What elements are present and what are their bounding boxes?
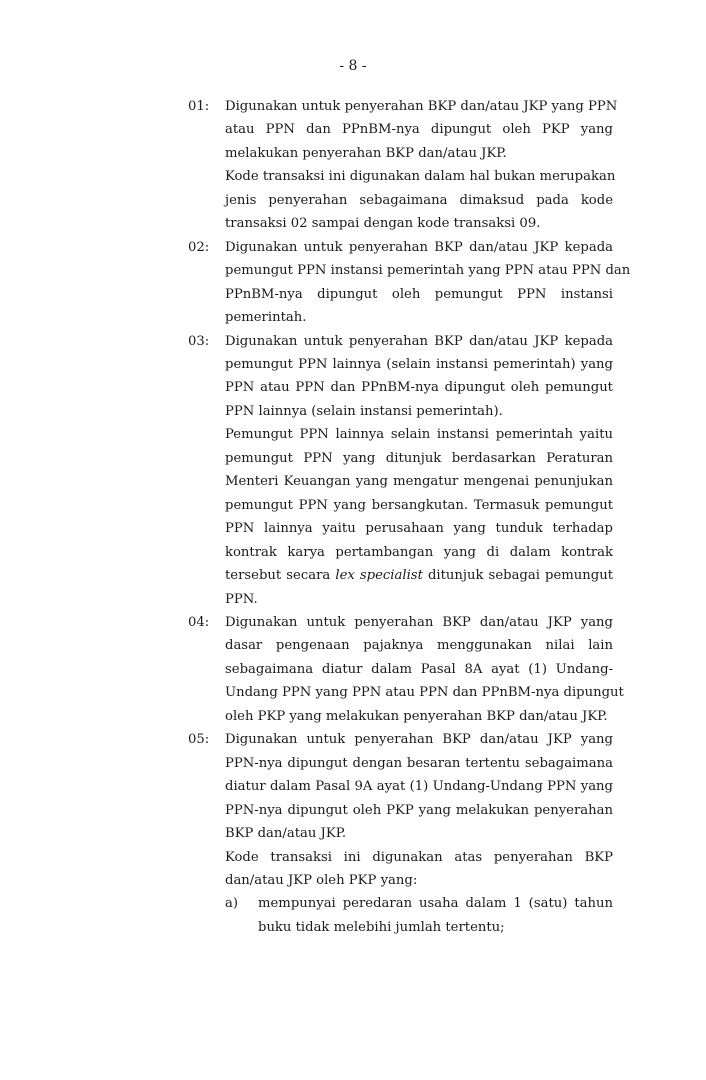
text-line: Kode transaksi ini digunakan dalam hal bukan merupakan <box>225 169 616 185</box>
text-line: pemungut PPN lainnya (selain instansi pemerintah) yang <box>225 356 613 372</box>
text-line: Digunakan untuk penyerahan BKP dan/atau JKP yang <box>225 732 613 748</box>
text-line: pemungut PPN yang bersangkutan. Termasuk pemungut <box>225 497 613 513</box>
text-line: oleh PKP yang melakukan penyerahan BKP dan/atau JKP. <box>225 708 608 724</box>
transaction-code: 02: <box>188 239 210 255</box>
text-line: sebagaimana diatur dalam Pasal 8A ayat (1) Undang- <box>225 661 613 677</box>
text-line: pemerintah. <box>225 310 307 326</box>
text-line: dasar pengenaan pajaknya menggunakan nilai lain <box>225 638 613 654</box>
text-line: Undang PPN yang PPN atau PPN dan PPnBM-nya dipungut <box>225 685 624 701</box>
entry-body <box>225 330 613 611</box>
text-line: buku tidak melebihi jumlah tertentu; <box>258 919 505 935</box>
transaction-code: 05: <box>188 732 210 748</box>
text-line <box>225 564 613 587</box>
text-line: Digunakan untuk penyerahan BKP dan/atau JKP yang PPN <box>225 99 618 114</box>
paragraph <box>225 611 624 728</box>
text-line: pemungut PPN instansi pemerintah yang PPN atau PPN dan <box>225 263 631 279</box>
document-body <box>0 95 706 939</box>
entry-body <box>225 95 618 236</box>
entry-body <box>225 728 613 939</box>
text-line: PPN lainnya (selain instansi pemerintah). <box>225 403 503 419</box>
transaction-code-entry <box>0 330 706 611</box>
text-line: atau PPN dan PPnBM-nya dipungut oleh PKP yang <box>225 122 613 138</box>
text-line: mempunyai peredaran usaha dalam 1 (satu) tahun <box>258 896 613 912</box>
text-line: Digunakan untuk penyerahan BKP dan/atau JKP kepada <box>225 333 613 349</box>
text-line: Menteri Keuangan yang mengatur mengenai penunjukan <box>225 474 613 490</box>
text-line: Digunakan untuk penyerahan BKP dan/atau JKP kepada <box>225 239 613 255</box>
paragraph <box>225 846 613 893</box>
text-line: Digunakan untuk penyerahan BKP dan/atau JKP yang <box>225 614 613 630</box>
transaction-code: 04: <box>188 614 210 630</box>
text-segment: ditunjuk sebagai pemungut <box>422 568 614 584</box>
paragraph <box>225 95 618 165</box>
text-line: kontrak karya pertambangan yang di dalam kontrak <box>225 544 613 560</box>
text-line: PPN-nya dipungut dengan besaran tertentu sebagaimana <box>225 755 613 771</box>
paragraph <box>225 423 613 611</box>
paragraph <box>225 728 613 845</box>
text-line: transaksi 02 sampai dengan kode transaksi 09. <box>225 216 541 232</box>
transaction-code-entry <box>0 95 706 236</box>
text-line: Kode transaksi ini digunakan atas penyerahan BKP <box>225 849 613 865</box>
text-line: diatur dalam Pasal 9A ayat (1) Undang-Undang PPN yang <box>225 779 613 795</box>
text-line: dan/atau JKP oleh PKP yang: <box>225 872 418 888</box>
text-line: PPN atau PPN dan PPnBM-nya dipungut oleh pemungut <box>225 380 613 396</box>
text-line: BKP dan/atau JKP. <box>225 826 347 842</box>
italic-term: lex specialist <box>335 568 423 584</box>
paragraph <box>225 165 616 235</box>
text-line: jenis penyerahan sebagaimana dimaksud pada kode <box>225 192 613 208</box>
paragraph <box>225 236 631 330</box>
text-line: PPN lainnya yaitu perusahaan yang tunduk terhadap <box>225 521 613 537</box>
text-segment: tersebut secara <box>225 568 336 584</box>
paragraph <box>225 330 613 424</box>
entry-body <box>225 236 631 330</box>
transaction-code-entry <box>0 611 706 728</box>
text-line: PPN. <box>225 591 258 607</box>
text-line: PPnBM-nya dipungut oleh pemungut PPN instansi <box>225 286 613 302</box>
transaction-code-entry <box>0 728 706 939</box>
transaction-code: 01: <box>188 99 210 114</box>
transaction-code: 03: <box>188 333 210 349</box>
text-line: PPN-nya dipungut oleh PKP yang melakukan penyerahan <box>225 802 613 818</box>
text-line: melakukan penyerahan BKP dan/atau JKP. <box>225 145 507 161</box>
sub-item-body <box>258 892 613 939</box>
page-number: - 8 - <box>339 58 367 74</box>
text-line: pemungut PPN yang ditunjuk berdasarkan Peraturan <box>225 450 613 466</box>
entry-body <box>225 611 624 728</box>
sub-item <box>225 892 613 939</box>
text-line: Pemungut PPN lainnya selain instansi pemerintah yaitu <box>225 427 613 443</box>
sub-item-label: a) <box>225 896 239 912</box>
transaction-code-entry <box>0 236 706 330</box>
